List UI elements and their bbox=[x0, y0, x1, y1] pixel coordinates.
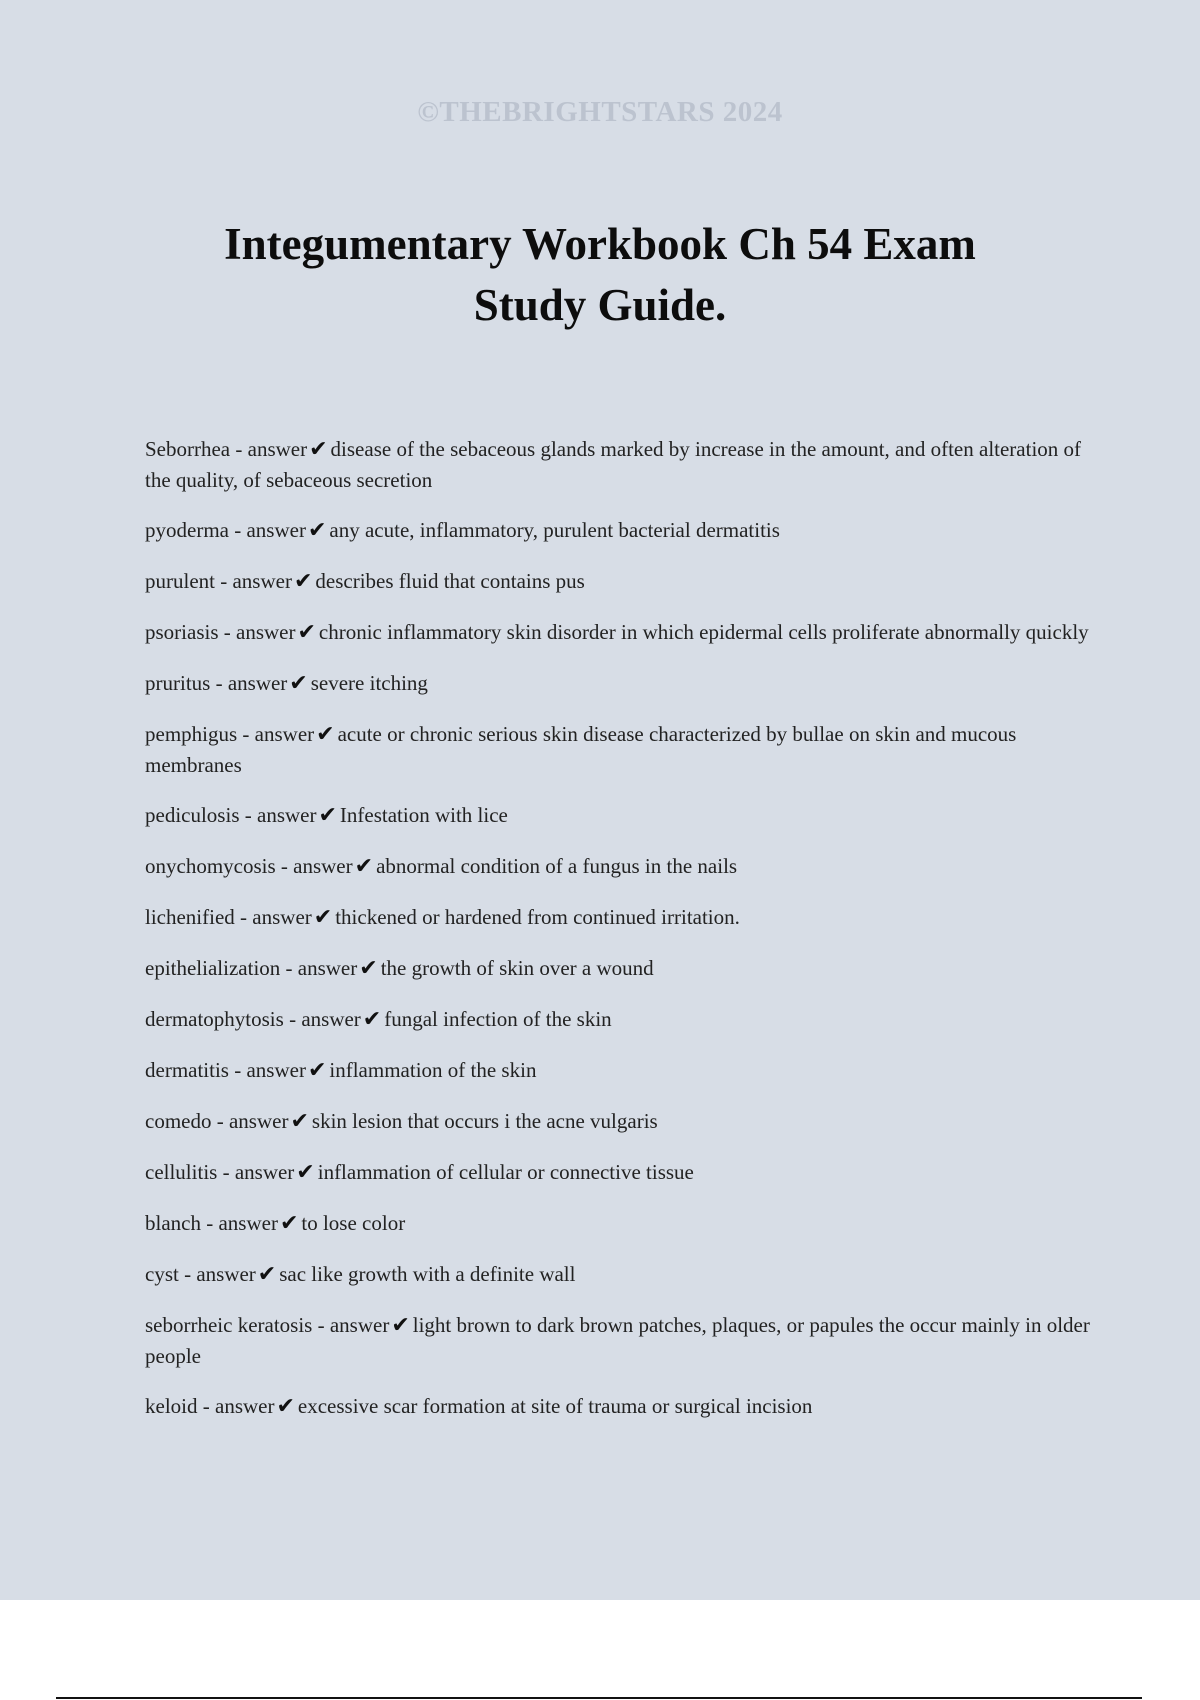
check-mark-icon: ✔ bbox=[313, 905, 333, 930]
check-mark-icon: ✔ bbox=[307, 518, 327, 543]
term: blanch bbox=[145, 1211, 201, 1235]
list-item bbox=[145, 668, 1095, 699]
term: cellulitis bbox=[145, 1160, 218, 1184]
footer-rule bbox=[56, 1697, 1142, 1699]
list-item bbox=[145, 1004, 1095, 1035]
check-mark-icon: ✔ bbox=[316, 722, 335, 747]
answer-separator: - answer bbox=[230, 437, 308, 461]
list-item bbox=[145, 1208, 1095, 1239]
definition: Infestation with lice bbox=[339, 803, 508, 827]
answer-separator: - answer bbox=[275, 854, 353, 878]
list-item bbox=[145, 515, 1095, 546]
check-mark-icon: ✔ bbox=[359, 956, 378, 981]
term-list bbox=[145, 434, 1095, 1442]
term: dermatophytosis bbox=[145, 1007, 284, 1031]
answer-separator: - answer bbox=[217, 1160, 295, 1184]
answer-separator: - answer bbox=[283, 1007, 361, 1031]
answer-separator: - answer bbox=[200, 1211, 278, 1235]
check-mark-icon: ✔ bbox=[293, 569, 313, 594]
list-item bbox=[145, 1055, 1095, 1086]
answer-separator: - answer bbox=[239, 803, 317, 827]
definition: acute or chronic serious skin disease characterized by bullae on skin and mucous membranes bbox=[145, 722, 1017, 777]
check-mark-icon: ✔ bbox=[276, 1394, 295, 1419]
list-item bbox=[145, 566, 1095, 597]
list-item bbox=[145, 719, 1095, 780]
title-line-2: Study Guide. bbox=[473, 280, 727, 330]
definition: to lose color bbox=[301, 1211, 406, 1235]
definition: fungal infection of the skin bbox=[384, 1007, 612, 1031]
list-item bbox=[145, 851, 1095, 882]
definition: light brown to dark brown patches, plaques, or papules the occur mainly in older people bbox=[145, 1313, 1090, 1368]
definition: skin lesion that occurs i the acne vulgaris bbox=[311, 1109, 658, 1133]
list-item bbox=[145, 1310, 1095, 1371]
term: psoriasis bbox=[145, 620, 219, 644]
term: lichenified bbox=[145, 905, 235, 929]
definition: disease of the sebaceous glands marked by increase in the amount, and often alteration of the quality, of sebaceous secretion bbox=[145, 437, 1082, 492]
page-title bbox=[150, 214, 1050, 336]
definition: thickened or hardened from continued irritation. bbox=[335, 905, 740, 929]
check-mark-icon: ✔ bbox=[257, 1262, 277, 1287]
list-item bbox=[145, 953, 1095, 984]
term: onychomycosis bbox=[145, 854, 276, 878]
definition: inflammation of the skin bbox=[329, 1058, 537, 1082]
definition: chronic inflammatory skin disorder in which epidermal cells proliferate abnormally quickly bbox=[318, 620, 1089, 644]
list-item bbox=[145, 800, 1095, 831]
answer-separator: - answer bbox=[211, 1109, 289, 1133]
term: pyoderma bbox=[145, 518, 229, 542]
check-mark-icon: ✔ bbox=[297, 620, 316, 645]
term: pemphigus bbox=[145, 722, 238, 746]
definition: sac like growth with a definite wall bbox=[279, 1262, 576, 1286]
definition: the growth of skin over a wound bbox=[380, 956, 654, 980]
definition: abnormal condition of a fungus in the nails bbox=[376, 854, 738, 878]
term: keloid bbox=[145, 1394, 198, 1418]
check-mark-icon: ✔ bbox=[309, 437, 328, 462]
watermark: ©THEBRIGHTSTARS 2024 bbox=[417, 96, 783, 128]
term: epithelialization bbox=[145, 956, 281, 980]
list-item bbox=[145, 1259, 1095, 1290]
check-mark-icon: ✔ bbox=[289, 671, 308, 696]
answer-separator: - answer bbox=[228, 518, 306, 542]
list-item bbox=[145, 1157, 1095, 1188]
answer-separator: - answer bbox=[228, 1058, 306, 1082]
list-item bbox=[145, 434, 1095, 495]
definition: any acute, inflammatory, purulent bacterial dermatitis bbox=[329, 518, 780, 542]
answer-separator: - answer bbox=[312, 1313, 390, 1337]
list-item bbox=[145, 902, 1095, 933]
term: Seborrhea bbox=[145, 437, 231, 461]
term: pediculosis bbox=[145, 803, 240, 827]
answer-separator: - answer bbox=[218, 620, 296, 644]
definition: severe itching bbox=[310, 671, 428, 695]
answer-separator: - answer bbox=[237, 722, 315, 746]
answer-separator: - answer bbox=[234, 905, 312, 929]
check-mark-icon: ✔ bbox=[318, 803, 337, 828]
term: seborrheic keratosis bbox=[145, 1313, 313, 1337]
check-mark-icon: ✔ bbox=[354, 854, 374, 879]
check-mark-icon: ✔ bbox=[307, 1058, 327, 1083]
term: pruritus bbox=[145, 671, 211, 695]
definition: excessive scar formation at site of trauma or surgical incision bbox=[297, 1394, 813, 1418]
answer-separator: - answer bbox=[197, 1394, 275, 1418]
list-item bbox=[145, 1106, 1095, 1137]
definition: inflammation of cellular or connective tissue bbox=[317, 1160, 694, 1184]
check-mark-icon: ✔ bbox=[391, 1313, 410, 1338]
title-line-1: Integumentary Workbook Ch 54 Exam bbox=[224, 219, 976, 269]
term: purulent bbox=[145, 569, 215, 593]
definition: describes fluid that contains pus bbox=[315, 569, 585, 593]
answer-separator: - answer bbox=[214, 569, 292, 593]
check-mark-icon: ✔ bbox=[296, 1160, 315, 1185]
term: cyst bbox=[145, 1262, 179, 1286]
answer-separator: - answer bbox=[280, 956, 358, 980]
list-item bbox=[145, 617, 1095, 648]
list-item bbox=[145, 1391, 1095, 1422]
term: comedo bbox=[145, 1109, 212, 1133]
check-mark-icon: ✔ bbox=[290, 1109, 309, 1134]
answer-separator: - answer bbox=[178, 1262, 256, 1286]
check-mark-icon: ✔ bbox=[362, 1007, 382, 1032]
term: dermatitis bbox=[145, 1058, 229, 1082]
check-mark-icon: ✔ bbox=[279, 1211, 299, 1236]
answer-separator: - answer bbox=[210, 671, 288, 695]
